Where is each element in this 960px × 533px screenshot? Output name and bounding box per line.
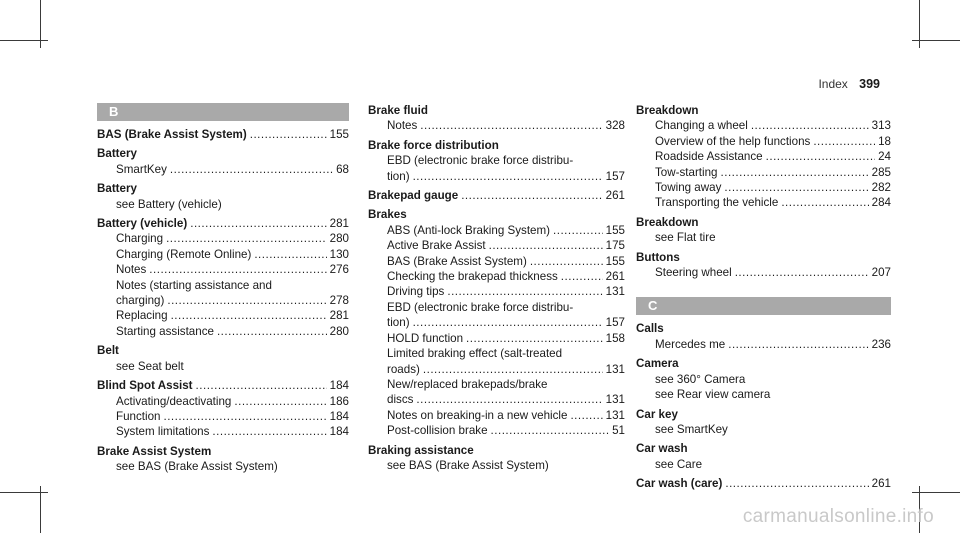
sub-entry: EBD (electronic brake force distribu-	[387, 300, 574, 314]
section-letter: B	[97, 103, 349, 121]
page-ref: 131	[605, 362, 625, 376]
dot-leader	[728, 337, 868, 352]
entry-text: Active Brake Assist	[387, 239, 486, 253]
index-entry	[368, 103, 625, 134]
index-entry	[368, 443, 625, 474]
entry-text: Notes	[387, 119, 418, 133]
dot-leader	[166, 231, 327, 246]
sub-entry	[655, 118, 891, 133]
dot-leader	[461, 188, 602, 203]
sub-entry	[116, 262, 349, 277]
sub-entry	[387, 223, 625, 238]
index-entry	[636, 441, 891, 472]
dot-leader	[416, 392, 602, 407]
sub-entry	[116, 324, 349, 339]
dot-leader	[413, 169, 603, 184]
index-entry	[636, 356, 891, 402]
cross-reference: see 360° Camera	[655, 372, 746, 386]
entry-text: discs	[387, 393, 414, 407]
entry-heading: Braking assistance	[368, 443, 474, 457]
entry-heading: Breakdown	[636, 215, 699, 229]
entry-text: Blind Spot Assist	[97, 379, 193, 393]
dot-leader	[447, 284, 602, 299]
page-ref: 175	[605, 239, 625, 253]
page-ref: 157	[605, 316, 625, 330]
entry-text: HOLD function	[387, 331, 464, 345]
entry-heading	[636, 476, 891, 491]
entry-text: Transporting the vehicle	[655, 196, 779, 210]
dot-leader	[163, 409, 326, 424]
dot-leader	[423, 362, 603, 377]
index-entry	[368, 138, 625, 184]
cross-reference: see Seat belt	[116, 359, 184, 373]
page-ref: 186	[329, 394, 349, 408]
entry-heading: Calls	[636, 322, 664, 336]
sub-entry	[655, 180, 891, 195]
index-entry	[636, 321, 891, 352]
entry-heading: Camera	[636, 357, 679, 371]
crop-mark	[0, 40, 48, 41]
dot-leader	[420, 118, 602, 133]
sub-entry: Notes (starting assistance and	[116, 278, 272, 292]
page-ref: 155	[329, 128, 349, 141]
sub-entry	[655, 265, 891, 280]
entry-text: Roadside Assistance	[655, 150, 763, 164]
sub-entry	[116, 162, 349, 177]
section-letter: C	[636, 297, 891, 315]
entry-list	[636, 321, 891, 491]
cross-reference: see BAS (Brake Assist System)	[387, 458, 549, 472]
page-ref: 285	[871, 165, 891, 179]
sub-entry	[116, 424, 349, 439]
dot-leader	[766, 149, 875, 164]
sub-entry	[387, 331, 625, 346]
sub-entry	[387, 423, 625, 438]
dot-leader	[570, 408, 602, 423]
index-entry	[636, 476, 891, 491]
entry-text: Brakepad gauge	[368, 189, 459, 203]
index-entry	[636, 250, 891, 281]
entry-text: Car wash (care)	[636, 477, 723, 491]
page-header	[818, 77, 880, 91]
cross-reference: see BAS (Brake Assist System)	[116, 460, 278, 474]
entry-heading: Battery	[97, 182, 137, 196]
sub-entry: New/replaced brakepads/brake	[387, 377, 548, 391]
cross-reference: see Flat tire	[655, 231, 716, 245]
dot-leader	[413, 315, 603, 330]
sub-entry	[387, 238, 625, 253]
page-ref: 155	[605, 223, 625, 237]
sub-entry	[655, 134, 891, 149]
dot-leader	[170, 162, 333, 177]
entry-text: Driving tips	[387, 285, 445, 299]
sub-entry	[655, 149, 891, 164]
sub-entry	[387, 408, 625, 423]
dot-leader	[212, 424, 326, 439]
dot-leader	[781, 195, 868, 210]
entry-text: tion)	[387, 316, 410, 330]
page-ref: 131	[605, 285, 625, 299]
crop-mark	[40, 486, 41, 533]
dot-leader	[171, 308, 327, 323]
page-ref: 281	[329, 309, 349, 323]
entry-text: Notes	[116, 263, 147, 277]
dot-leader	[167, 293, 326, 308]
entry-heading: Belt	[97, 344, 119, 358]
entry-text: Charging (Remote Online)	[116, 247, 252, 261]
page-ref: 276	[329, 263, 349, 277]
dot-leader	[190, 216, 326, 231]
cross-reference: see SmartKey	[655, 422, 728, 436]
index-entry	[97, 444, 349, 475]
index-entry	[97, 146, 349, 177]
entry-text: Steering wheel	[655, 266, 732, 280]
page-ref: 131	[605, 408, 625, 422]
entry-text: Post-collision brake	[387, 424, 488, 438]
entry-text: Replacing	[116, 309, 168, 323]
page-ref: 278	[329, 294, 349, 308]
entry-heading: Brake fluid	[368, 104, 428, 117]
page-ref: 261	[871, 477, 891, 491]
dot-leader	[250, 127, 327, 142]
index-entry	[97, 343, 349, 374]
sub-entry-continued	[387, 362, 625, 377]
entry-list	[368, 103, 625, 473]
page-ref: 51	[612, 424, 625, 438]
entry-heading: Car wash	[636, 442, 688, 456]
cross-reference: see Battery (vehicle)	[116, 197, 222, 211]
dot-leader	[751, 118, 869, 133]
entry-text: tion)	[387, 169, 410, 183]
page-ref: 24	[878, 150, 891, 164]
page-ref: 157	[605, 169, 625, 183]
dot-leader	[196, 378, 327, 393]
page-ref: 261	[605, 270, 625, 284]
entry-heading: Brake force distribution	[368, 138, 499, 152]
page-ref: 155	[605, 254, 625, 268]
dot-leader	[234, 394, 326, 409]
entry-heading	[97, 216, 349, 231]
page-ref: 158	[605, 331, 625, 345]
dot-leader	[489, 238, 603, 253]
sub-entry	[655, 195, 891, 210]
cross-reference: see Rear view camera	[655, 388, 771, 402]
entry-text: Function	[116, 409, 161, 423]
index-entry	[97, 216, 349, 339]
crop-mark	[912, 492, 960, 493]
page-ref: 184	[329, 409, 349, 423]
index-entry	[368, 207, 625, 438]
page-ref: 282	[871, 181, 891, 195]
sub-entry-continued	[387, 315, 625, 330]
index-entry	[636, 215, 891, 246]
entry-text: Mercedes me	[655, 337, 726, 351]
entry-heading: Brakes	[368, 208, 407, 222]
sub-entry-continued	[116, 293, 349, 308]
entry-text: Activating/deactivating	[116, 394, 232, 408]
entry-heading: Car key	[636, 407, 678, 421]
entry-heading: Buttons	[636, 250, 680, 264]
page-number: 399	[859, 77, 880, 91]
dot-leader	[254, 247, 326, 262]
page-ref: 184	[329, 425, 349, 439]
index-entry	[636, 407, 891, 438]
dot-leader	[149, 262, 326, 277]
page-ref: 68	[336, 162, 349, 176]
sub-entry-continued	[387, 392, 625, 407]
dot-leader	[553, 223, 603, 238]
entry-text: charging)	[116, 294, 165, 308]
sub-entry-continued	[387, 169, 625, 184]
entry-text: Charging	[116, 232, 164, 246]
entry-list	[97, 127, 349, 475]
index-entry	[97, 127, 349, 142]
entry-text: System limitations	[116, 425, 210, 439]
entry-text: Changing a wheel	[655, 119, 748, 133]
dot-leader	[721, 165, 869, 180]
page-ref: 18	[878, 134, 891, 148]
index-column-3	[636, 103, 891, 496]
dot-leader	[491, 423, 610, 438]
page-ref: 184	[329, 379, 349, 393]
entry-text: Starting assistance	[116, 324, 214, 338]
index-column-2	[368, 103, 625, 477]
page-ref: 236	[871, 337, 891, 351]
page-ref: 281	[329, 217, 349, 231]
index-entry	[636, 103, 891, 211]
entry-text: Battery (vehicle)	[97, 217, 188, 231]
page-ref: 130	[329, 247, 349, 261]
index-column-1	[97, 103, 349, 479]
dot-leader	[735, 265, 869, 280]
entry-text: Notes on breaking-in a new vehicle	[387, 408, 568, 422]
crop-mark	[0, 492, 48, 493]
dot-leader	[725, 476, 868, 491]
page-ref: 280	[329, 232, 349, 246]
watermark: carmanualsonline.info	[742, 506, 934, 527]
sub-entry	[387, 118, 625, 133]
entry-text: Checking the brakepad thickness	[387, 270, 558, 284]
dot-leader	[530, 254, 603, 269]
page-ref: 280	[329, 324, 349, 338]
entry-text: BAS (Brake Assist System)	[387, 254, 527, 268]
sub-entry	[655, 165, 891, 180]
dot-leader	[217, 324, 327, 339]
page-ref: 131	[605, 393, 625, 407]
entry-text: BAS (Brake Assist System)	[97, 128, 247, 141]
page-ref: 328	[605, 119, 625, 133]
sub-entry	[387, 284, 625, 299]
index-entry	[368, 188, 625, 203]
entry-text: Tow-starting	[655, 165, 718, 179]
page-ref: 261	[605, 189, 625, 203]
entry-text: roads)	[387, 362, 420, 376]
crop-mark	[912, 40, 960, 41]
sub-entry	[116, 394, 349, 409]
entry-heading	[368, 188, 625, 203]
entry-text: ABS (Anti-lock Braking System)	[387, 223, 551, 237]
sub-entry	[387, 254, 625, 269]
entry-heading: Brake Assist System	[97, 444, 212, 458]
sub-entry	[116, 231, 349, 246]
entry-text: Towing away	[655, 181, 722, 195]
entry-heading: Breakdown	[636, 104, 699, 117]
page-ref: 207	[871, 266, 891, 280]
sub-entry: EBD (electronic brake force distribu-	[387, 154, 574, 168]
cross-reference: see Care	[655, 457, 703, 471]
section-title: Index	[818, 77, 848, 91]
dot-leader	[724, 180, 868, 195]
entry-list	[636, 103, 891, 280]
entry-text: SmartKey	[116, 162, 167, 176]
page-ref: 284	[871, 196, 891, 210]
entry-heading	[97, 127, 349, 142]
sub-entry	[116, 409, 349, 424]
entry-heading	[97, 378, 349, 393]
index-entry	[97, 181, 349, 212]
dot-leader	[561, 269, 603, 284]
index-entry	[97, 378, 349, 440]
sub-entry	[387, 269, 625, 284]
sub-entry	[116, 247, 349, 262]
sub-entry	[116, 308, 349, 323]
dot-leader	[466, 331, 603, 346]
sub-entry: Limited braking effect (salt-treated	[387, 347, 563, 361]
dot-leader	[813, 134, 875, 149]
entry-heading: Battery	[97, 147, 137, 161]
sub-entry	[655, 337, 891, 352]
page-ref: 313	[871, 119, 891, 133]
entry-text: Overview of the help functions	[655, 134, 811, 148]
